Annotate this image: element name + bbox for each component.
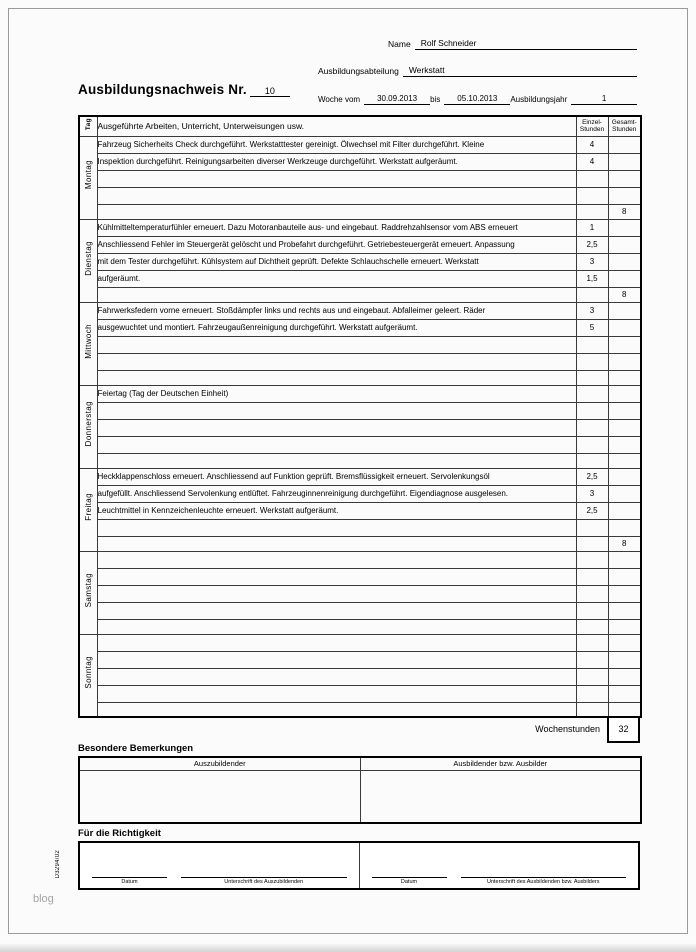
work-text-cell[interactable] — [97, 619, 576, 634]
gesamt-hours-cell — [608, 634, 641, 651]
work-text-cell[interactable]: Leuchtmittel in Kennzeichenleuchte erneuert. Werkstatt aufgeräumt. — [97, 502, 576, 519]
form-title-row — [78, 82, 290, 97]
gesamt-hours-cell — [608, 402, 641, 419]
einzel-hours-cell[interactable] — [576, 585, 608, 602]
gesamt-hours-cell — [608, 485, 641, 502]
department-label: Ausbildungsabteilung — [318, 66, 399, 76]
watermark-text: blog — [33, 893, 54, 905]
day-total-value[interactable]: 8 — [608, 536, 641, 551]
work-text-cell[interactable] — [97, 419, 576, 436]
work-text-cell[interactable]: aufgeräumt. — [97, 270, 576, 287]
week-total-label: Wochenstunden — [535, 724, 600, 734]
work-row — [79, 651, 641, 668]
trainee-date-label: Datum — [121, 879, 138, 885]
work-text-cell[interactable] — [97, 402, 576, 419]
work-text-cell[interactable] — [97, 634, 576, 651]
gesamt-hours-cell — [608, 685, 641, 702]
day-cell-montag — [79, 136, 97, 219]
work-text-cell[interactable]: ausgewuchtet und montiert. Fahrzeugaußenreinigung durchgeführt. Werkstatt aufgeräumt. — [97, 319, 576, 336]
gesamt-hours-cell — [608, 219, 641, 236]
work-text-cell[interactable]: Kühlmitteltemperaturfühler erneuert. Dazu Motoranbauteile aus- und eingebaut. Raddrehzahlsensor vom ABS erneuert — [97, 219, 576, 236]
week-from-label: Woche vom — [318, 95, 361, 104]
work-row — [79, 253, 641, 270]
work-row — [79, 585, 641, 602]
work-text-cell[interactable] — [97, 336, 576, 353]
table-header-row — [79, 116, 641, 136]
gesamt-hours-cell — [608, 336, 641, 353]
day-total-row — [79, 453, 641, 468]
einzel-hours-cell[interactable] — [576, 204, 608, 219]
trainer-signature-fields — [372, 877, 627, 885]
work-text-cell[interactable] — [97, 668, 576, 685]
form-title: Ausbildungsnachweis Nr. — [78, 82, 247, 97]
einzel-hours-cell[interactable]: 2,5 — [576, 502, 608, 519]
day-label: Montag — [83, 160, 93, 190]
work-text-cell[interactable] — [97, 204, 576, 219]
gesamt-hours-cell — [608, 651, 641, 668]
einzel-hours-cell[interactable] — [576, 402, 608, 419]
department-field[interactable]: Werkstatt — [403, 65, 637, 77]
day-total-value[interactable]: 8 — [608, 287, 641, 302]
training-record-table — [78, 115, 642, 718]
work-row — [79, 436, 641, 453]
gesamt-hours-cell — [608, 253, 641, 270]
gesamt-hours-cell — [608, 436, 641, 453]
gesamt-hours-cell — [608, 502, 641, 519]
work-text-cell[interactable]: aufgefüllt. Anschliessend Servolenkung entlüftet. Fahrzeuginnenreinigung durchgeführt. Eigendiagnose ausgelesen. — [97, 485, 576, 502]
work-row — [79, 634, 641, 651]
day-total-row — [79, 619, 641, 634]
remarks-trainee-header: Auszubildender — [79, 757, 360, 770]
tag-header-label: Tag — [84, 117, 92, 131]
gesamt-hours-cell — [608, 187, 641, 204]
gesamt-hours-cell — [608, 519, 641, 536]
work-text-cell[interactable]: mit dem Tester durchgeführt. Kühlsystem auf Dichtheit geprüft. Defekte Schlauchschelle erneuert. Werkstatt — [97, 253, 576, 270]
day-cell-donnerstag — [79, 385, 97, 468]
day-total-row — [79, 204, 641, 219]
gesamt-hours-cell — [608, 551, 641, 568]
work-row — [79, 602, 641, 619]
work-row — [79, 385, 641, 402]
work-text-cell[interactable]: Feiertag (Tag der Deutschen Einheit) — [97, 385, 576, 402]
trainer-signature-half — [359, 843, 639, 888]
einzel-hours-cell[interactable] — [576, 436, 608, 453]
work-row — [79, 685, 641, 702]
trainee-signature-fields — [92, 877, 347, 885]
work-row — [79, 353, 641, 370]
training-year-field[interactable]: 1 — [571, 94, 637, 105]
gesamt-hours-cell — [608, 419, 641, 436]
einzel-hours-cell[interactable] — [576, 634, 608, 651]
gesamt-hours-cell — [608, 385, 641, 402]
report-number-field[interactable]: 10 — [250, 86, 290, 97]
form-code: D3294/02 — [55, 850, 61, 879]
einzel-hours-cell[interactable] — [576, 685, 608, 702]
einzel-hours-cell[interactable] — [576, 453, 608, 468]
week-to-field[interactable]: 05.10.2013 — [444, 94, 510, 105]
einzel-hours-cell[interactable]: 4 — [576, 136, 608, 153]
gesamt-hours-cell — [608, 602, 641, 619]
einzel-hours-cell[interactable] — [576, 287, 608, 302]
einzel-hours-cell[interactable] — [576, 170, 608, 187]
work-text-cell[interactable] — [97, 685, 576, 702]
week-total-value[interactable]: 32 — [607, 716, 640, 743]
gesamt-hours-cell — [608, 319, 641, 336]
week-row — [318, 89, 637, 105]
name-row — [388, 34, 637, 50]
work-text-cell[interactable]: Fahrwerksfedern vorne erneuert. Stoßdämpfer links und rechts aus und eingebaut. Abfalleimer geleert. Räder — [97, 302, 576, 319]
einzel-hours-cell[interactable]: 2,5 — [576, 236, 608, 253]
work-row — [79, 319, 641, 336]
einzel-hours-cell[interactable] — [576, 419, 608, 436]
work-text-cell[interactable] — [97, 453, 576, 468]
work-row — [79, 270, 641, 287]
gesamt-hours-cell — [608, 153, 641, 170]
einzel-hours-cell[interactable] — [576, 385, 608, 402]
day-cell-samstag — [79, 551, 97, 634]
work-row — [79, 551, 641, 568]
trainer-signature-label: Unterschrift des Ausbildenden bzw. Ausbilders — [486, 879, 600, 885]
gesamt-hours-cell — [608, 302, 641, 319]
day-label: Samstag — [83, 572, 93, 608]
einzel-hours-cell[interactable] — [576, 370, 608, 385]
gesamt-hours-cell — [608, 568, 641, 585]
remarks-title: Besondere Bemerkungen — [78, 743, 194, 754]
remarks-trainer-area[interactable] — [360, 770, 641, 823]
work-column-header: Ausgeführte Arbeiten, Unterricht, Unterweisungen usw. — [97, 116, 576, 136]
work-row — [79, 468, 641, 485]
einzel-hours-cell[interactable] — [576, 568, 608, 585]
signature-title: Für die Richtigkeit — [78, 828, 161, 839]
work-text-cell[interactable] — [97, 602, 576, 619]
work-row — [79, 668, 641, 685]
work-text-cell[interactable] — [97, 187, 576, 204]
work-text-cell[interactable]: Fahrzeug Sicherheits Check durchgeführt. Werkstatttester gereinigt. Ölwechsel mit Filter durchgeführt. Kleine — [97, 136, 576, 153]
day-label: Freitag — [83, 493, 93, 521]
day-label: Sonntag — [83, 656, 93, 690]
einzel-hours-cell[interactable] — [576, 187, 608, 204]
work-row — [79, 170, 641, 187]
einzel-column-header: Einzel-Stunden — [576, 116, 608, 136]
einzel-hours-cell[interactable] — [576, 668, 608, 685]
signature-box — [78, 841, 640, 890]
einzel-hours-cell[interactable]: 3 — [576, 302, 608, 319]
day-total-value[interactable] — [608, 619, 641, 634]
day-total-row — [79, 702, 641, 717]
trainer-date-line[interactable] — [372, 877, 447, 885]
work-text-cell[interactable]: Inspektion durchgeführt. Reinigungsarbeiten diverser Werkzeuge durchgeführt. Werkstatt aufgeräumt. — [97, 153, 576, 170]
trainee-signature-label: Unterschrift des Auszubildenden — [224, 879, 304, 885]
work-row — [79, 136, 641, 153]
remarks-body-row — [79, 770, 641, 823]
einzel-hours-cell[interactable]: 3 — [576, 485, 608, 502]
gesamt-hours-cell — [608, 170, 641, 187]
remarks-table — [78, 756, 642, 824]
work-text-cell[interactable]: Heckklappenschloss erneuert. Anschliessend auf Funktion geprüft. Bremsflüssigkeit erneuert. Servolenkungsöl — [97, 468, 576, 485]
work-text-cell[interactable] — [97, 651, 576, 668]
work-row — [79, 219, 641, 236]
work-text-cell[interactable] — [97, 170, 576, 187]
work-row — [79, 519, 641, 536]
gesamt-hours-cell — [608, 668, 641, 685]
day-total-value[interactable]: 8 — [608, 204, 641, 219]
gesamt-hours-cell — [608, 270, 641, 287]
work-row — [79, 402, 641, 419]
day-cell-sonntag — [79, 634, 97, 717]
einzel-hours-cell[interactable] — [576, 551, 608, 568]
work-row — [79, 485, 641, 502]
einzel-hours-cell[interactable]: 3 — [576, 253, 608, 270]
day-label: Mittwoch — [83, 323, 93, 359]
page-edge-shade — [0, 943, 696, 952]
einzel-hours-cell[interactable] — [576, 619, 608, 634]
training-year-label: Ausbildungsjahr — [510, 95, 568, 104]
day-cell-mittwoch — [79, 302, 97, 385]
work-row — [79, 153, 641, 170]
work-text-cell[interactable] — [97, 370, 576, 385]
work-row — [79, 502, 641, 519]
day-total-value[interactable] — [608, 453, 641, 468]
remarks-trainer-header: Ausbildender bzw. Ausbilder — [360, 757, 641, 770]
day-label: Dienstag — [83, 240, 93, 276]
work-text-cell[interactable] — [97, 702, 576, 717]
remarks-header-row — [79, 757, 641, 770]
trainee-signature-line[interactable] — [181, 877, 347, 885]
day-total-row — [79, 370, 641, 385]
name-field[interactable]: Rolf Schneider — [415, 38, 637, 50]
einzel-hours-cell[interactable]: 1,5 — [576, 270, 608, 287]
day-total-row — [79, 287, 641, 302]
day-total-value[interactable] — [608, 702, 641, 717]
day-total-row — [79, 536, 641, 551]
work-row — [79, 236, 641, 253]
day-cell-dienstag — [79, 219, 97, 302]
gesamt-hours-cell — [608, 136, 641, 153]
work-row — [79, 336, 641, 353]
gesamt-column-header: Gesamt-Stunden — [608, 116, 641, 136]
work-row — [79, 568, 641, 585]
work-text-cell[interactable] — [97, 287, 576, 302]
work-text-cell[interactable] — [97, 353, 576, 370]
week-from-field[interactable]: 30.09.2013 — [364, 94, 430, 105]
remarks-trainee-area[interactable] — [79, 770, 360, 823]
work-text-cell[interactable]: Anschliessend Fehler im Steuergerät gelöscht und Probefahrt durchgeführt. Getriebesteuergerät erneuert. Anpassung — [97, 236, 576, 253]
day-cell-freitag — [79, 468, 97, 551]
trainee-date-line[interactable] — [92, 877, 167, 885]
work-row — [79, 419, 641, 436]
tag-column-header — [79, 116, 97, 136]
einzel-hours-cell[interactable]: 5 — [576, 319, 608, 336]
work-text-cell[interactable] — [97, 568, 576, 585]
work-row — [79, 302, 641, 319]
einzel-hours-cell[interactable]: 1 — [576, 219, 608, 236]
trainer-signature-line[interactable] — [461, 877, 627, 885]
gesamt-hours-cell — [608, 585, 641, 602]
einzel-hours-cell[interactable] — [576, 602, 608, 619]
einzel-hours-cell[interactable] — [576, 702, 608, 717]
day-total-value[interactable] — [608, 370, 641, 385]
work-text-cell[interactable] — [97, 436, 576, 453]
gesamt-hours-cell — [608, 353, 641, 370]
einzel-hours-cell[interactable] — [576, 536, 608, 551]
einzel-hours-cell[interactable]: 4 — [576, 153, 608, 170]
work-text-cell[interactable] — [97, 585, 576, 602]
department-row — [318, 61, 637, 77]
trainee-signature-half — [80, 843, 359, 888]
day-label: Donnerstag — [83, 401, 93, 447]
gesamt-hours-cell — [608, 468, 641, 485]
einzel-hours-cell[interactable]: 2,5 — [576, 468, 608, 485]
trainer-date-label: Datum — [400, 879, 418, 885]
einzel-hours-cell[interactable] — [576, 336, 608, 353]
gesamt-hours-cell — [608, 236, 641, 253]
einzel-hours-cell[interactable] — [576, 651, 608, 668]
name-label: Name — [388, 39, 411, 49]
einzel-hours-cell[interactable] — [576, 353, 608, 370]
work-text-cell[interactable] — [97, 536, 576, 551]
einzel-hours-cell[interactable] — [576, 519, 608, 536]
week-to-label: bis — [430, 95, 441, 104]
work-text-cell[interactable] — [97, 551, 576, 568]
work-text-cell[interactable] — [97, 519, 576, 536]
work-row — [79, 187, 641, 204]
